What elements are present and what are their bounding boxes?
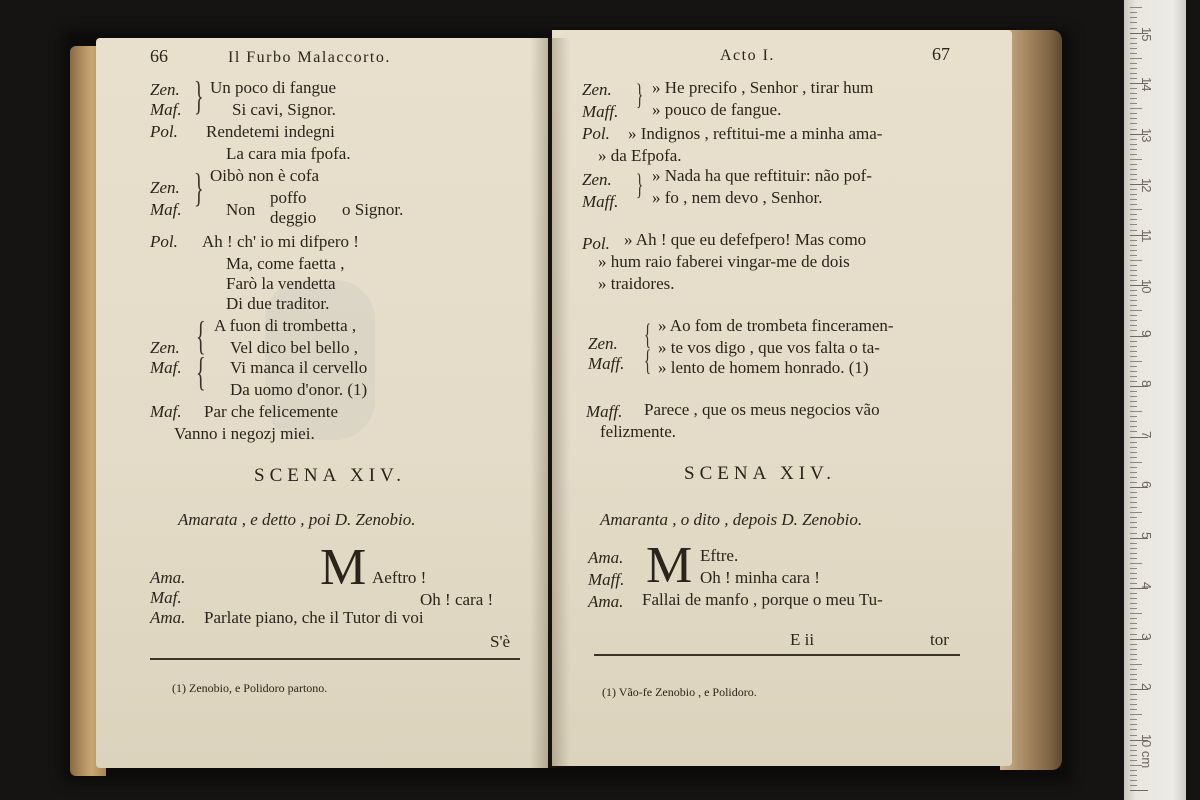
ruler-tick — [1130, 260, 1142, 261]
speaker-label: Pol. — [150, 122, 178, 141]
ruler-tick — [1130, 563, 1142, 564]
left-running-head: Il Furbo Malaccorto. — [228, 49, 391, 66]
ruler-number: 5 — [1139, 531, 1154, 539]
speaker-label: Maf. — [150, 358, 182, 377]
verse-line: Ma, come faetta , — [226, 254, 345, 273]
verse-line: » traidores. — [598, 274, 675, 293]
ruler-tick — [1130, 426, 1137, 427]
ruler-tick — [1130, 149, 1137, 150]
verse-line: » He precifo , Senhor , tirar hum — [652, 78, 874, 97]
brace-glyph: { — [644, 344, 652, 377]
verse-line: Ah ! ch' io mi difpero ! — [202, 232, 359, 251]
ruler-tick — [1130, 401, 1137, 402]
verse-line: Di due traditor. — [226, 294, 330, 313]
ruler-number: 2 — [1139, 683, 1154, 691]
brace-glyph: { — [644, 318, 652, 351]
verse-line: » Ah ! que eu defefpero! Mas como — [624, 230, 867, 249]
ruler-tick — [1130, 411, 1142, 412]
ruler-tick — [1130, 684, 1137, 685]
ruler-number: 15 — [1139, 26, 1154, 41]
ruler-tick — [1130, 745, 1137, 746]
ruler-tick — [1130, 729, 1137, 730]
right-page-number: 67 — [932, 44, 950, 64]
ruler-tick — [1130, 108, 1142, 109]
ruler-tick — [1130, 644, 1137, 645]
speaker-label: Zen. — [150, 80, 180, 99]
ruler-tick — [1130, 568, 1137, 569]
ruler-tick — [1130, 330, 1137, 331]
ruler-tick — [1130, 371, 1137, 372]
ruler-tick — [1130, 664, 1142, 665]
ruler-tick — [1130, 396, 1137, 397]
ruler-number: 12 — [1139, 178, 1154, 193]
ruler-tick — [1130, 209, 1142, 210]
ruler-tick — [1130, 613, 1142, 614]
ruler-tick — [1130, 103, 1137, 104]
ruler-tick — [1130, 53, 1137, 54]
ruler-tick — [1130, 790, 1148, 791]
ruler-tick — [1130, 593, 1137, 594]
ruler-tick — [1130, 204, 1137, 205]
ruler-tick — [1130, 341, 1137, 342]
ruler-tick — [1130, 174, 1137, 175]
ruler-tick — [1130, 492, 1137, 493]
ruler-tick — [1130, 129, 1137, 130]
speaker-label: Zen. — [588, 334, 618, 353]
ruler-tick — [1130, 325, 1137, 326]
ruler-number: 7 — [1139, 430, 1154, 438]
ruler-tick — [1130, 770, 1137, 771]
verse-line: Da uomo d'onor. (1) — [230, 380, 368, 399]
ruler-tick — [1130, 219, 1137, 220]
verse-line: » Nada ha que reftituir: não pof- — [652, 166, 872, 185]
brace-glyph: { — [196, 313, 206, 358]
ruler-tick — [1130, 270, 1137, 271]
ruler-number: 4 — [1139, 582, 1154, 590]
ruler-tick — [1130, 366, 1137, 367]
ruler-tick — [1130, 462, 1142, 463]
ruler-tick — [1130, 346, 1137, 347]
ruler-tick — [1130, 522, 1137, 523]
ruler-tick — [1130, 467, 1137, 468]
ruler-number: 8 — [1139, 380, 1154, 388]
stage-direction: Amaranta , o dito , depois D. Zenobio. — [600, 510, 863, 529]
verse-option: poffo — [270, 188, 307, 207]
ruler-tick — [1130, 533, 1137, 534]
ruler-tick — [1130, 391, 1137, 392]
ruler-tick — [1130, 775, 1137, 776]
ruler-tick — [1130, 674, 1137, 675]
ruler-tick — [1130, 553, 1137, 554]
ruler-tick — [1130, 38, 1137, 39]
ruler-tick — [1130, 169, 1137, 170]
signature-mark: E ii — [790, 630, 815, 649]
ruler-number: 11 — [1139, 228, 1154, 242]
footnote-rule — [594, 654, 960, 656]
ruler-number: 3 — [1139, 632, 1154, 640]
ruler-tick — [1130, 482, 1137, 483]
ruler-tick — [1130, 265, 1137, 266]
speaker-label: Pol. — [582, 234, 610, 253]
verse-line: A fuon di trombetta , — [214, 316, 357, 335]
catchword: S'è — [490, 632, 511, 651]
ruler-tick — [1130, 250, 1137, 251]
ruler-unit-label: 0 cm — [1139, 740, 1154, 769]
verse-line: Vi manca il cervello — [230, 358, 368, 377]
dialogue-line: Eftre. — [700, 546, 739, 565]
drop-cap: M — [320, 539, 367, 596]
ruler-tick — [1130, 603, 1137, 604]
ruler-tick — [1130, 558, 1137, 559]
ruler-tick — [1130, 230, 1137, 231]
ruler-tick — [1130, 507, 1137, 508]
speaker-label: Ama. — [588, 592, 624, 611]
verse-line: » te vos digo , que vos falta o ta- — [658, 338, 880, 357]
speaker-label: Ama. — [150, 608, 186, 627]
verse-line: La cara mia fpofa. — [226, 144, 351, 163]
drop-cap: M — [646, 537, 693, 594]
ruler-tick — [1130, 785, 1137, 786]
measurement-ruler — [1124, 0, 1186, 800]
ruler-tick — [1130, 497, 1137, 498]
verse-line: felizmente. — [600, 422, 676, 441]
verse-line: Farò la vendetta — [226, 274, 336, 293]
ruler-tick — [1130, 290, 1137, 291]
ruler-tick — [1130, 527, 1137, 528]
verse-line: Vanno i negozj miei. — [174, 424, 315, 443]
ruler-tick — [1130, 416, 1137, 417]
footnote: (1) Vão-fe Zenobio , e Polidoro. — [602, 685, 757, 699]
speaker-label: Zen. — [150, 338, 180, 357]
ruler-tick — [1130, 12, 1137, 13]
ruler-number: 10 — [1139, 279, 1154, 294]
ruler-tick — [1130, 755, 1137, 756]
ruler-tick — [1130, 113, 1137, 114]
ruler-tick — [1130, 154, 1137, 155]
verse-option: deggio — [270, 208, 317, 227]
ruler-tick — [1130, 310, 1142, 311]
ruler-tick — [1130, 421, 1137, 422]
ruler-tick — [1130, 214, 1137, 215]
speaker-label: Maf. — [150, 402, 182, 421]
ruler-tick — [1130, 724, 1137, 725]
ruler-tick — [1130, 361, 1142, 362]
ruler-tick — [1130, 634, 1137, 635]
verse-line: » pouco de fangue. — [652, 100, 782, 119]
ruler-tick — [1130, 275, 1137, 276]
ruler-tick — [1130, 543, 1137, 544]
ruler-tick — [1130, 305, 1137, 306]
ruler-tick — [1130, 245, 1137, 246]
speaker-label: Pol. — [150, 232, 178, 251]
ruler-tick — [1130, 376, 1137, 377]
ruler-number: 1 — [1139, 733, 1154, 741]
speaker-label: Maff. — [586, 402, 623, 421]
speaker-label: Maf. — [150, 100, 182, 119]
ruler-tick — [1130, 240, 1137, 241]
verse-line: o Signor. — [342, 200, 404, 219]
ruler-tick — [1130, 512, 1142, 513]
ruler-number: 6 — [1139, 481, 1154, 489]
verse-line: Non — [226, 200, 256, 219]
speaker-label: Maff. — [588, 570, 625, 589]
ruler-tick — [1130, 17, 1137, 18]
speaker-label: Ama. — [588, 548, 624, 567]
ruler-tick — [1130, 28, 1137, 29]
ruler-tick — [1130, 649, 1137, 650]
ruler-tick — [1130, 300, 1137, 301]
brace-glyph: } — [636, 78, 644, 111]
ruler-tick — [1130, 750, 1137, 751]
ruler-tick — [1130, 623, 1137, 624]
ruler-tick — [1130, 704, 1137, 705]
ruler-tick — [1130, 199, 1137, 200]
ruler-tick — [1130, 457, 1137, 458]
verse-line: » da Efpofa. — [598, 146, 682, 165]
ruler-tick — [1130, 719, 1137, 720]
scene-heading: SCENA XIV. — [684, 463, 837, 484]
ruler-tick — [1130, 194, 1137, 195]
ruler-tick — [1130, 679, 1137, 680]
ruler-tick — [1130, 694, 1137, 695]
ruler-number: 9 — [1139, 329, 1154, 337]
ruler-number: 14 — [1139, 77, 1154, 92]
dialogue-line: Parlate piano, che il Tutor di voi — [204, 608, 424, 627]
verse-line: » lento de homem honrado. (1) — [658, 358, 869, 377]
ruler-tick — [1130, 48, 1137, 49]
ruler-tick — [1130, 628, 1137, 629]
verse-line: Par che felicemente — [204, 402, 339, 421]
verse-line: » Ao fom de trombeta finceramen- — [658, 316, 894, 335]
right-running-head: Acto I. — [720, 47, 775, 64]
ruler-tick — [1130, 98, 1137, 99]
dialogue-line: Oh ! cara ! — [420, 590, 494, 609]
ruler-tick — [1130, 159, 1142, 160]
ruler-tick — [1130, 381, 1137, 382]
stage-direction: Amarata , e detto , poi D. Zenobio. — [178, 510, 416, 529]
ruler-tick — [1130, 699, 1137, 700]
speaker-label: Zen. — [150, 178, 180, 197]
ruler-tick — [1130, 78, 1137, 79]
ruler-tick — [1130, 780, 1137, 781]
left-page-number: 66 — [150, 46, 168, 66]
ruler-tick — [1130, 164, 1137, 165]
speaker-label: Maff. — [588, 354, 625, 373]
ruler-tick — [1130, 502, 1137, 503]
scene-heading: SCENA XIV. — [254, 465, 407, 486]
ruler-tick — [1130, 189, 1137, 190]
ruler-tick — [1130, 320, 1137, 321]
ruler-tick — [1130, 472, 1137, 473]
ruler-tick — [1130, 139, 1137, 140]
speaker-label: Zen. — [582, 170, 612, 189]
ruler-tick — [1130, 442, 1137, 443]
verse-line: Rendetemi indegni — [206, 122, 335, 141]
speaker-label: Maff. — [582, 102, 619, 121]
ruler-tick — [1130, 583, 1137, 584]
ruler-tick — [1130, 669, 1137, 670]
book-gutter — [530, 38, 570, 768]
brace-glyph: } — [636, 168, 644, 201]
ruler-tick — [1130, 43, 1137, 44]
ruler-tick — [1130, 63, 1137, 64]
verse-line: Parece , que os meus negocios vão — [644, 400, 880, 419]
ruler-tick — [1130, 280, 1137, 281]
speaker-label: Maff. — [582, 192, 619, 211]
speaker-label: Pol. — [582, 124, 610, 143]
ruler-tick — [1130, 608, 1137, 609]
verse-line: Vel dico bel bello , — [230, 338, 358, 357]
ruler-tick — [1130, 578, 1137, 579]
ruler-tick — [1130, 356, 1137, 357]
ruler-tick — [1130, 477, 1137, 478]
ruler-tick — [1130, 88, 1137, 89]
brace-glyph: } — [194, 73, 204, 118]
ruler-tick — [1130, 618, 1137, 619]
ruler-tick — [1130, 447, 1137, 448]
ruler-tick — [1130, 73, 1137, 74]
verse-line: Un poco di fangue — [210, 78, 337, 97]
ruler-tick — [1130, 760, 1137, 761]
footnote-rule — [150, 658, 520, 660]
dialogue-line: Oh ! minha cara ! — [700, 568, 820, 587]
brace-glyph: { — [196, 349, 206, 394]
ruler-tick — [1130, 452, 1137, 453]
ruler-tick — [1130, 68, 1137, 69]
ruler-tick — [1130, 144, 1137, 145]
ruler-tick — [1130, 714, 1142, 715]
verse-line: » Indignos , reftitui-me a minha ama- — [628, 124, 883, 143]
verse-line: » fo , nem devo , Senhor. — [652, 188, 823, 207]
ruler-number: 13 — [1139, 127, 1154, 142]
ruler-tick — [1130, 93, 1137, 94]
speaker-label: Ama. — [150, 568, 186, 587]
ruler-tick — [1130, 431, 1137, 432]
ruler-tick — [1130, 295, 1137, 296]
speaker-label: Zen. — [582, 80, 612, 99]
ruler-tick — [1130, 179, 1137, 180]
ruler-tick — [1130, 654, 1137, 655]
catchword: tor — [930, 630, 949, 649]
ruler-tick — [1130, 118, 1137, 119]
ruler-tick — [1130, 255, 1137, 256]
footnote: (1) Zenobio, e Polidoro partono. — [172, 681, 328, 695]
speaker-label: Maf. — [150, 200, 182, 219]
dialogue-line: Fallai de manfo , porque o meu Tu- — [642, 590, 883, 609]
ruler-tick — [1130, 351, 1137, 352]
ruler-tick — [1130, 123, 1137, 124]
ruler-tick — [1130, 548, 1137, 549]
verse-line: » hum raio faberei vingar-me de dois — [598, 252, 850, 271]
dialogue-line: Aeftro ! — [372, 568, 427, 587]
ruler-tick — [1130, 517, 1137, 518]
ruler-tick — [1130, 58, 1142, 59]
ruler-tick — [1130, 406, 1137, 407]
ruler-tick — [1130, 224, 1137, 225]
ruler-tick — [1130, 735, 1137, 736]
ruler-tick — [1130, 22, 1137, 23]
ruler-tick — [1130, 315, 1137, 316]
ruler-tick — [1130, 7, 1142, 8]
ruler-tick — [1130, 659, 1137, 660]
speaker-label: Maf. — [150, 588, 182, 607]
ruler-tick — [1130, 709, 1137, 710]
brace-glyph: } — [194, 165, 204, 210]
verse-line: Oibò non è cofa — [210, 166, 320, 185]
ruler-tick — [1130, 598, 1137, 599]
ruler-tick — [1130, 573, 1137, 574]
verse-line: Si cavi, Signor. — [232, 100, 336, 119]
